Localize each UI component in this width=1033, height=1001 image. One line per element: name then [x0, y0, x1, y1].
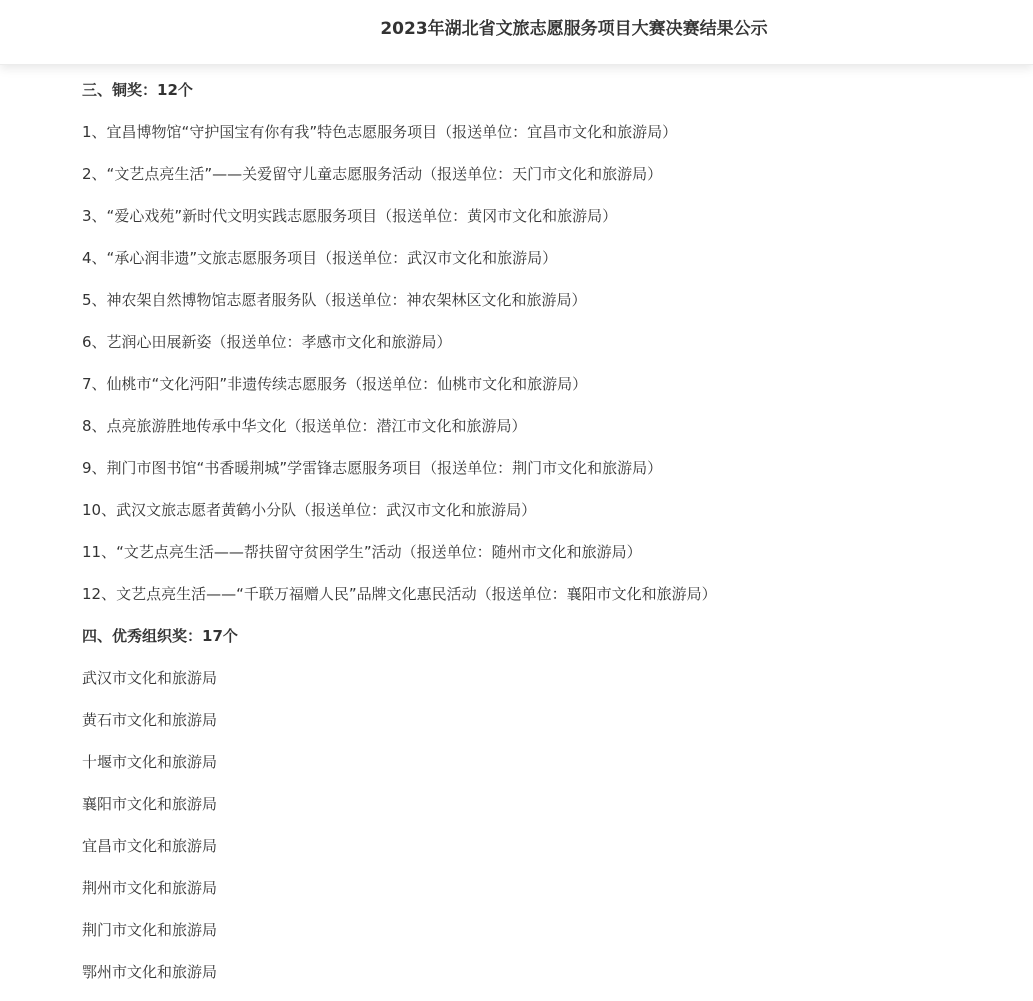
- organization-item: 襄阳市文化和旅游局: [82, 795, 218, 813]
- organization-item: 荆州市文化和旅游局: [82, 879, 218, 897]
- bronze-item: 2、“文艺点亮生活”——关爱留守儿童志愿服务活动（报送单位：天门市文化和旅游局）: [82, 165, 663, 183]
- bronze-item: 7、仙桃市“文化沔阳”非遗传续志愿服务（报送单位：仙桃市文化和旅游局）: [82, 375, 588, 393]
- bronze-item: 5、神农架自然博物馆志愿者服务队（报送单位：神农架林区文化和旅游局）: [82, 291, 587, 309]
- organization-item: 武汉市文化和旅游局: [82, 669, 218, 687]
- bronze-item: 9、荆门市图书馆“书香暖荆城”学雷锋志愿服务项目（报送单位：荆门市文化和旅游局）: [82, 459, 663, 477]
- organization-item: 荆门市文化和旅游局: [82, 921, 218, 939]
- bronze-item: 1、宜昌博物馆“守护国宝有你有我”特色志愿服务项目（报送单位：宜昌市文化和旅游局）: [82, 123, 678, 141]
- page-title: 2023年湖北省文旅志愿服务项目大赛决赛结果公示: [380, 19, 768, 39]
- top-header-bar: [0, 0, 1033, 65]
- organization-item: 黄石市文化和旅游局: [82, 711, 218, 729]
- section-heading-organization: 四、优秀组织奖：17个: [82, 627, 238, 645]
- article-body: [82, 77, 1012, 1001]
- bronze-item: 6、艺润心田展新姿（报送单位：孝感市文化和旅游局）: [82, 333, 452, 351]
- organization-item: 宜昌市文化和旅游局: [82, 837, 218, 855]
- bronze-item: 10、武汉文旅志愿者黄鹤小分队（报送单位：武汉市文化和旅游局）: [82, 501, 537, 519]
- bronze-item: 11、“文艺点亮生活——帮扶留守贫困学生”活动（报送单位：随州市文化和旅游局）: [82, 543, 642, 561]
- bronze-item: 12、文艺点亮生活——“千联万福赠人民”品牌文化惠民活动（报送单位：襄阳市文化和旅游局）: [82, 585, 717, 603]
- bronze-item: 8、点亮旅游胜地传承中华文化（报送单位：潜江市文化和旅游局）: [82, 417, 527, 435]
- bronze-item: 3、“爱心戏苑”新时代文明实践志愿服务项目（报送单位：黄冈市文化和旅游局）: [82, 207, 618, 225]
- organization-item: 十堰市文化和旅游局: [82, 753, 218, 771]
- bronze-item: 4、“承心润非遗”文旅志愿服务项目（报送单位：武汉市文化和旅游局）: [82, 249, 558, 267]
- organization-item: 鄂州市文化和旅游局: [82, 963, 218, 981]
- section-heading-bronze: 三、铜奖：12个: [82, 81, 193, 99]
